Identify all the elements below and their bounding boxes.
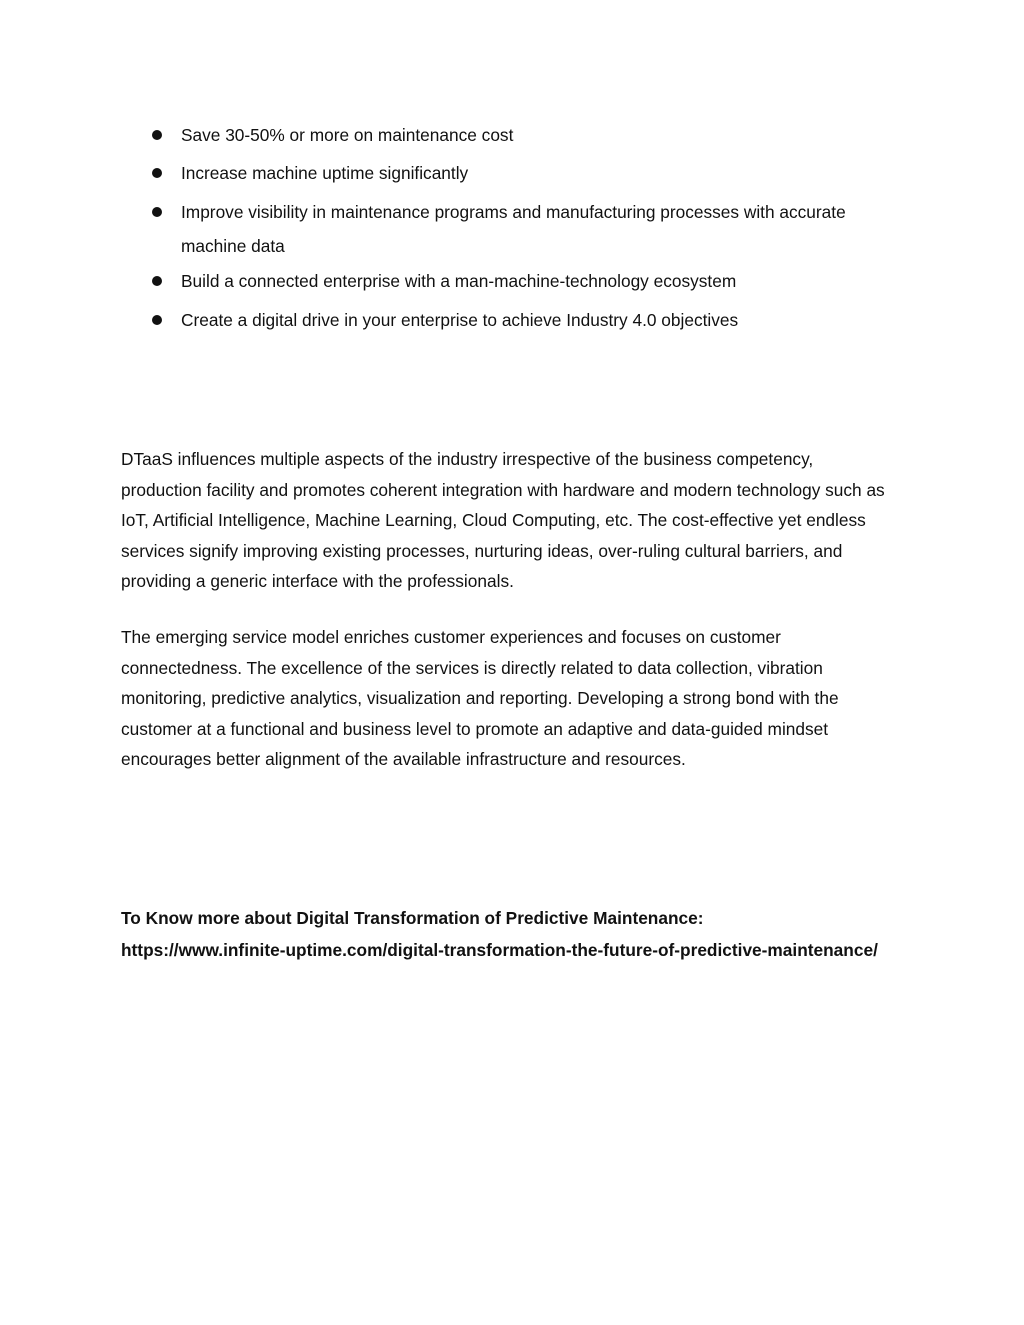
bullet-icon: [152, 276, 162, 286]
list-item-text: Improve visibility in maintenance programs and manufacturing processes with accurate machine data: [181, 202, 846, 256]
bullet-icon: [152, 168, 162, 178]
bullet-icon: [152, 207, 162, 217]
list-item-text: Increase machine uptime significantly: [181, 163, 469, 183]
list-item-text: Create a digital drive in your enterprise to achieve Industry 4.0 objectives: [181, 310, 739, 330]
bullet-icon: [152, 315, 162, 325]
list-item: [181, 195, 901, 263]
more-info-link[interactable]: https://www.infinite-uptime.com/digital-transformation-the-future-of-predictive-maintenance/: [121, 939, 878, 960]
bullet-icon: [152, 130, 162, 140]
list-item-text: Build a connected enterprise with a man-machine-technology ecosystem: [181, 271, 737, 291]
list-item: [181, 264, 901, 298]
list-item: [181, 156, 901, 190]
list-item-text: Save 30-50% or more on maintenance cost: [181, 125, 514, 145]
more-info-block: [121, 903, 906, 966]
list-item: [181, 303, 901, 337]
more-info-label: To Know more about Digital Transformation of Predictive Maintenance:: [121, 908, 704, 928]
body-paragraph-service-model: The emerging service model enriches customer experiences and focuses on customer connectedness. The excellence of the services is directly related to data collection, vibration monitoring, predictive analytics, visualization and reporting. Developing a strong bond with the customer at a functional and business level to promote an adaptive and data-guided mindset encourages better alignment of the available infrastructure and resources.: [121, 627, 839, 769]
list-item: [181, 118, 901, 152]
body-paragraph-dtaas: DTaaS influences multiple aspects of the industry irrespective of the business competency, production facility and promotes coherent integration with hardware and modern technology such as IoT, Artificial Intelligence, Machine Learning, Cloud Computing, etc. The cost-effective yet endless services signify improving existing processes, nurturing ideas, over-ruling cultural barriers, and providing a generic interface with the professionals.: [121, 449, 885, 591]
